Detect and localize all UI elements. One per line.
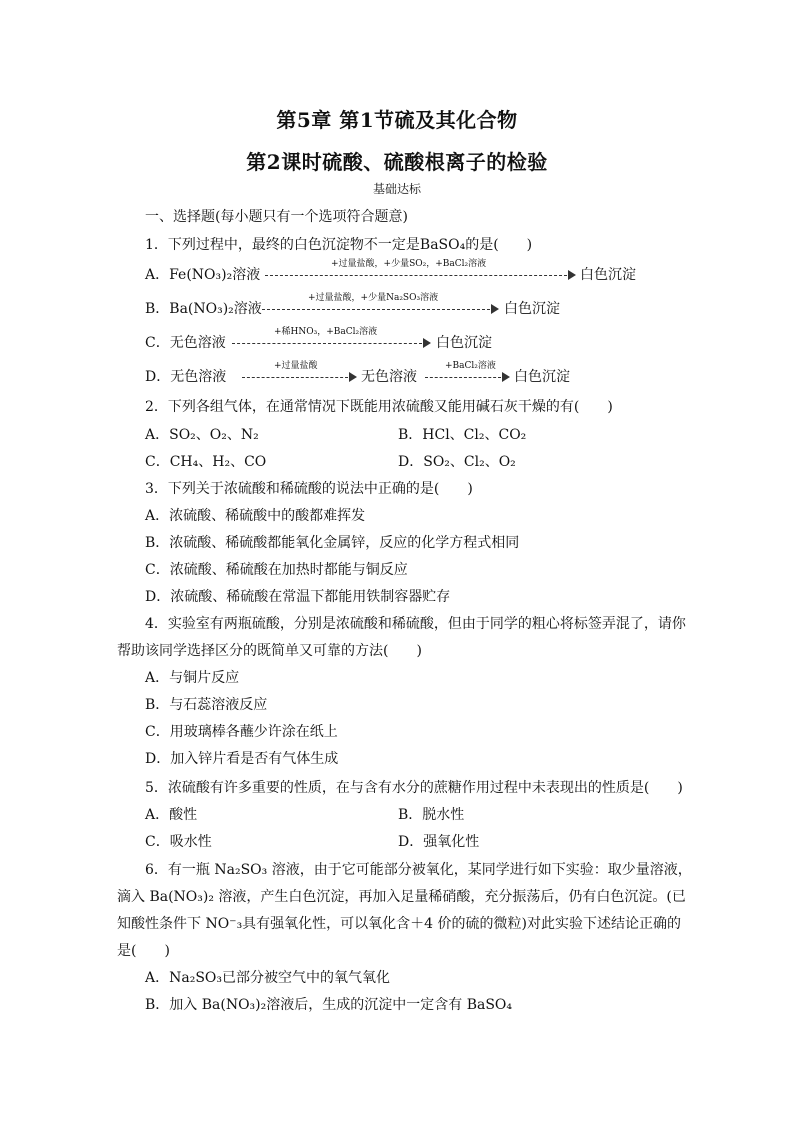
- q2-option-d: D．SO₂、Cl₂、O₂: [398, 454, 516, 470]
- q1-option-c-result: 白色沉淀: [436, 335, 492, 351]
- q6-option-b: B．加入 Ba(NO₃)₂溶液后，生成的沉淀中一定含有 BaSO₄: [145, 997, 513, 1013]
- q2-stem: 2．下列各组气体，在通常情况下既能用浓硫酸又能用碱石灰干燥的有( ): [145, 399, 613, 415]
- q4-option-a: A．与铜片反应: [145, 670, 240, 686]
- q1-option-d-arrow-2: [425, 361, 511, 386]
- lesson-title: 第2课时硫酸、硫酸根离子的检验: [246, 150, 548, 174]
- q1-option-a-arrow: [265, 259, 577, 284]
- q5-option-d: D．强氧化性: [398, 834, 480, 850]
- q3-stem: 3．下列关于浓硫酸和稀硫酸的说法中正确的是( ): [145, 481, 473, 497]
- q1-option-d-label: D．无色溶液: [145, 369, 227, 385]
- q1-option-b-reagent: +过量盐酸，+少量Na₂SO₃溶液: [308, 293, 439, 303]
- q4-option-c: C．用玻璃棒各蘸少许涂在纸上: [145, 724, 338, 740]
- q1-option-a-reagent: +过量盐酸，+少量SO₂，+BaCl₂溶液: [331, 259, 487, 269]
- q1-stem: 1．下列过程中，最终的白色沉淀物不一定是BaSO₄的是( ): [145, 237, 533, 253]
- q4-stem-line-1: 4．实验室有两瓶硫酸，分别是浓硫酸和稀硫酸，但由于同学的粗心将标签弄混了，请你: [145, 616, 686, 632]
- q2-option-a: A．SO₂、O₂、N₂: [145, 427, 259, 443]
- chapter-title: 第5章 第1节硫及其化合物: [276, 108, 518, 132]
- q1-option-d-mid: 无色溶液: [361, 369, 417, 385]
- q2-option-c: C．CH₄、H₂、CO: [145, 454, 267, 470]
- q3-option-a: A．浓硫酸、稀硫酸中的酸都难挥发: [145, 508, 366, 524]
- q4-option-b: B．与石蕊溶液反应: [145, 697, 268, 713]
- level-label: 基础达标: [372, 182, 421, 196]
- q1-option-c-label: C．无色溶液: [145, 335, 226, 351]
- q6-stem-line-3: 知酸性条件下 NO⁻₃具有强氧化性，可以氧化含＋4 价的硫的微粒)对此实验下述结论正确的: [117, 916, 681, 932]
- q1-option-b-result: 白色沉淀: [504, 301, 560, 317]
- q3-option-b: B．浓硫酸、稀硫酸都能氧化金属锌，反应的化学方程式相同: [145, 535, 520, 551]
- q1-option-b-label: B．Ba(NO₃)₂溶液: [145, 301, 262, 317]
- q6-stem-line-2: 滴入 Ba(NO₃)₂ 溶液，产生白色沉淀，再加入足量稀硝酸，充分振荡后，仍有白色沉淀。(已: [117, 889, 686, 905]
- q1-option-d-reagent-1: +过量盐酸: [274, 361, 318, 371]
- q5-stem: 5．浓硫酸有许多重要的性质，在与含有水分的蔗糖作用过程中未表现出的性质是( ): [145, 780, 683, 796]
- q2-option-b: B．HCl、Cl₂、CO₂: [398, 427, 527, 443]
- q1-option-c-reagent: +稀HNO₃，+BaCl₂溶液: [274, 327, 378, 337]
- q1-option-a-result: 白色沉淀: [580, 267, 636, 283]
- q5-option-c: C．吸水性: [145, 834, 212, 850]
- q3-option-c: C．浓硫酸、稀硫酸在加热时都能与铜反应: [145, 562, 408, 578]
- q1-option-d-arrow-1: [242, 361, 358, 386]
- q6-stem-line-1: 6．有一瓶 Na₂SO₃ 溶液，由于它可能部分被氧化，某同学进行如下实验：取少量溶液，: [145, 862, 692, 878]
- q1-option-d-reagent-2: +BaCl₂溶液: [445, 361, 496, 371]
- q1-option-c-arrow: [232, 327, 432, 352]
- q6-stem-line-4: 是( ): [117, 943, 170, 959]
- q1-option-a-label: A．Fe(NO₃)₂溶液: [145, 267, 261, 283]
- q1-option-b-arrow: [262, 293, 500, 318]
- q4-option-d: D．加入锌片看是否有气体生成: [145, 751, 339, 767]
- q4-stem-line-2: 帮助该同学选择区分的既简单又可靠的方法( ): [117, 643, 422, 659]
- q5-option-a: A．酸性: [145, 807, 198, 823]
- section-heading: 一、选择题(每小题只有一个选项符合题意): [145, 209, 408, 225]
- q3-option-d: D．浓硫酸、稀硫酸在常温下都能用铁制容器贮存: [145, 589, 451, 605]
- q6-option-a: A．Na₂SO₃已部分被空气中的氧气氧化: [145, 970, 390, 986]
- q1-option-d-result: 白色沉淀: [514, 369, 570, 385]
- q5-option-b: B．脱水性: [398, 807, 465, 823]
